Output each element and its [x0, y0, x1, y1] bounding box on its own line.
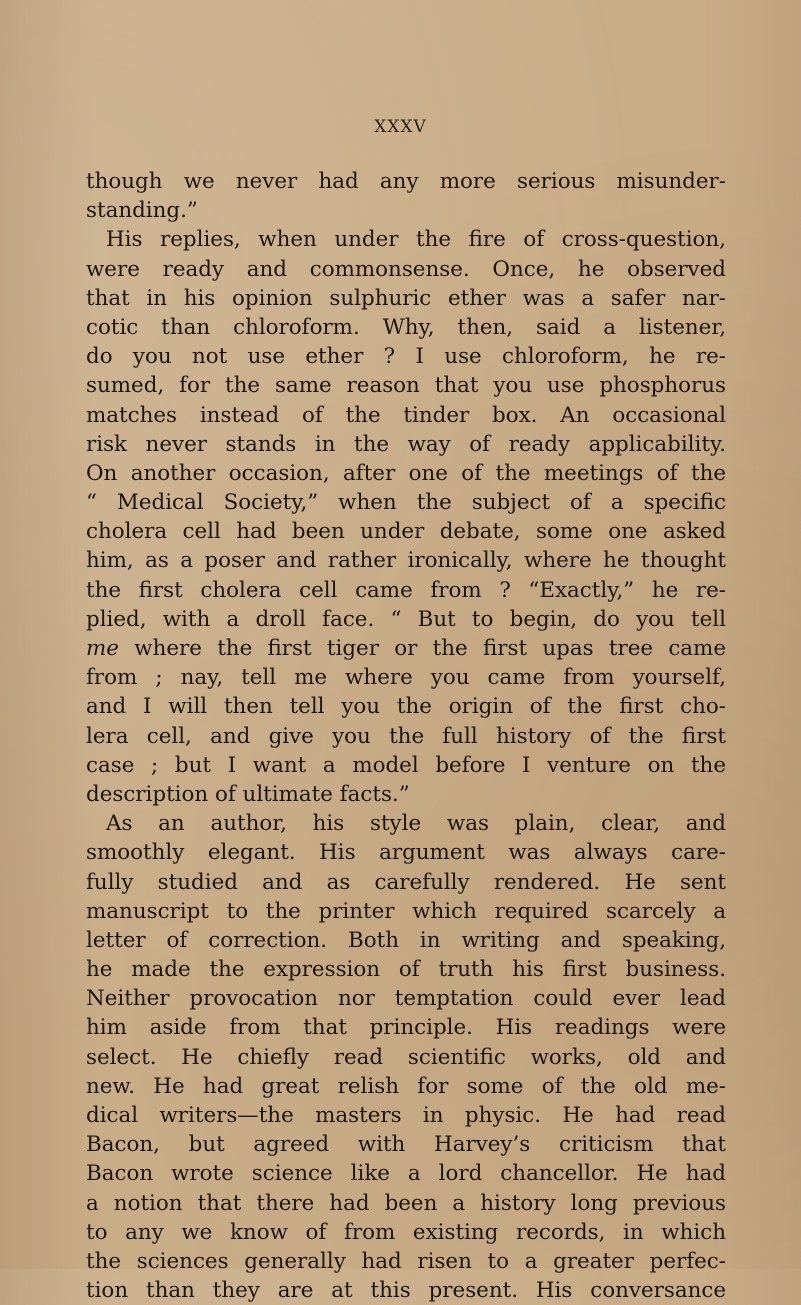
- text-line: standing.”: [86, 198, 198, 224]
- text-line: he made the expression of truth his first business.: [86, 957, 726, 983]
- text-line: the first cholera cell came from ? “Exactly,” he re-: [86, 577, 726, 603]
- text-line: him, as a poser and rather ironically, where he thought: [86, 548, 726, 574]
- text-line: matches instead of the tinder box. An occasional: [86, 402, 726, 428]
- text-line: description of ultimate facts.”: [86, 781, 410, 807]
- text-line: to any we know of from existing records, in which: [86, 1219, 726, 1245]
- text-line: dical writers—the masters in physic. He had read: [86, 1103, 726, 1128]
- text-line: case ; but I want a model before I venture on the: [86, 752, 726, 778]
- text-line: were ready and commonsense. Once, he observed: [86, 256, 726, 282]
- text-line: Bacon wrote science like a lord chancellor. He had: [86, 1161, 726, 1187]
- text-line: On another occasion, after one of the meetings of the: [86, 460, 726, 486]
- text-line: me where the first tiger or the first upas tree came: [86, 636, 726, 661]
- body-text: [86, 167, 726, 1305]
- text-line: a notion that there had been a history long previous: [86, 1190, 726, 1216]
- text-line: Neither provocation nor temptation could ever lead: [86, 986, 726, 1012]
- text-line: letter of correction. Both in writing and speaking,: [86, 927, 726, 953]
- text-line: His replies, when under the fire of cross-question,: [106, 227, 726, 253]
- text-line: “ Medical Society,” when the subject of a specific: [86, 490, 726, 516]
- text-line: tion than they are at this present. His conversance: [86, 1278, 726, 1304]
- text-line: that in his opinion sulphuric ether was a safer nar-: [86, 285, 726, 311]
- text-line: select. He chiefly read scientific works, old and: [86, 1044, 726, 1070]
- text-line: the sciences generally had risen to a greater perfec-: [86, 1248, 726, 1274]
- text-line: As an author, his style was plain, clear, and: [106, 811, 726, 837]
- italic-word: me: [86, 636, 119, 661]
- page-number: XXXV: [374, 117, 427, 137]
- text-line: fully studied and as carefully rendered. He sent: [86, 869, 726, 895]
- text-line: risk never stands in the way of ready applicability.: [86, 431, 726, 457]
- text-line: though we never had any more serious misunder-: [86, 169, 726, 194]
- text-line: plied, with a droll face. “ But to begin, do you tell: [86, 606, 726, 632]
- text-line: and I will then tell you the origin of the first cho-: [86, 694, 726, 720]
- text-line: Bacon, but agreed with Harvey’s criticism that: [86, 1132, 726, 1158]
- text-line: him aside from that principle. His readings were: [86, 1015, 726, 1041]
- text-line: new. He had great relish for some of the old me-: [86, 1073, 726, 1099]
- text-line: manuscript to the printer which required scarcely a: [86, 898, 726, 924]
- text-line: sumed, for the same reason that you use phosphorus: [86, 373, 726, 399]
- text-line: smoothly elegant. His argument was always care-: [86, 840, 726, 866]
- text-line: cholera cell had been under debate, some one asked: [86, 519, 726, 545]
- text-line: lera cell, and give you the full history of the first: [86, 723, 726, 749]
- text-line: cotic than chloroform. Why, then, said a listener,: [86, 314, 726, 340]
- text-line: do you not use ether ? I use chloroform, he re-: [86, 344, 726, 370]
- text-line: from ; nay, tell me where you came from yourself,: [86, 665, 726, 691]
